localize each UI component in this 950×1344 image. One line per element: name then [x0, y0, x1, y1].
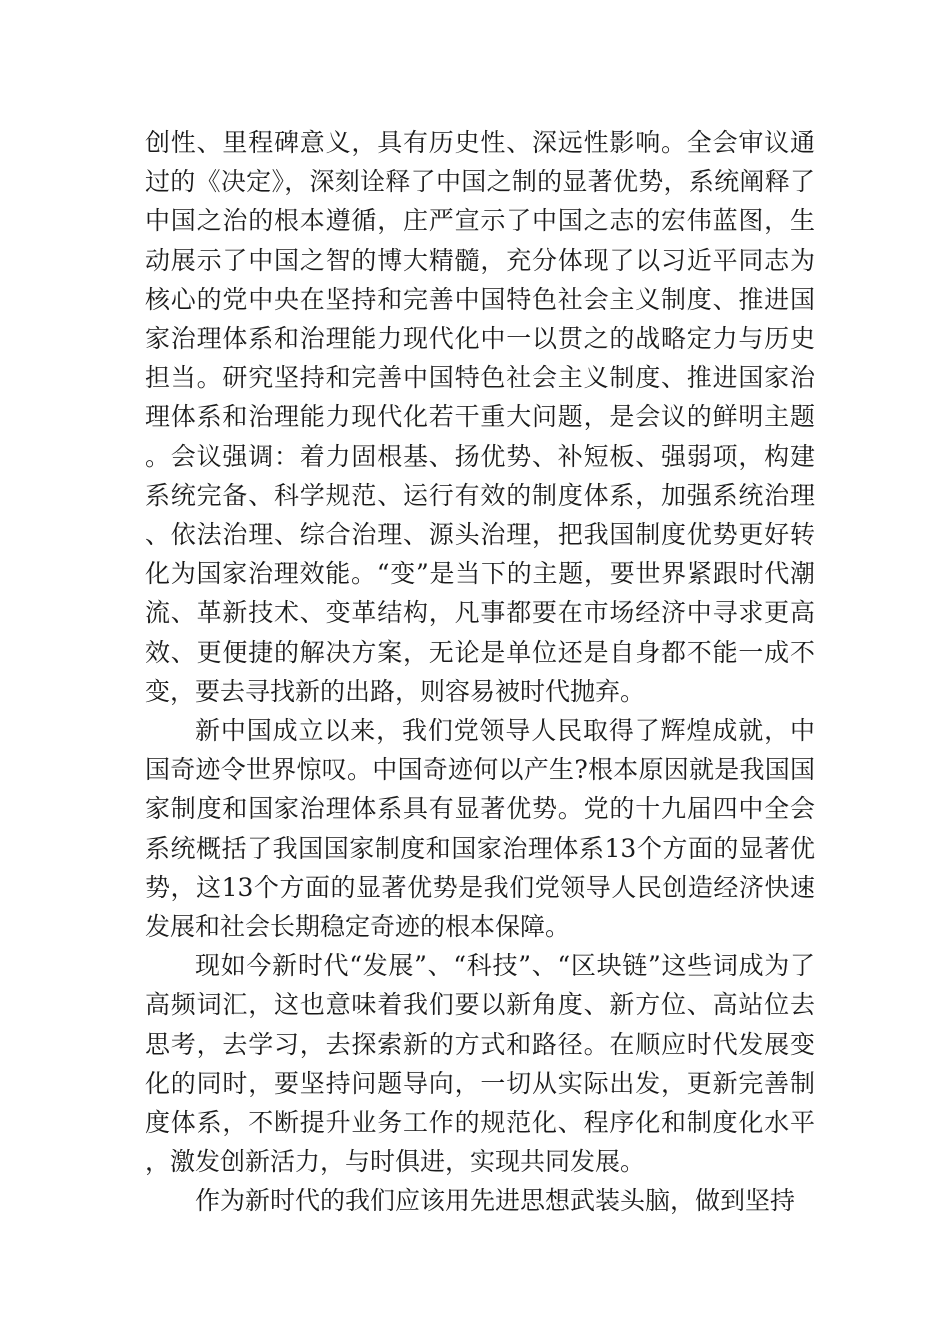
paragraph: 创性、里程碑意义，具有历史性、深远性影响。全会审议通过的《决定》，深刻诠释了中国之制的显著优势，系统阐释了中国之治的根本遵循，庄严宣示了中国之志的宏伟蓝图，生动展示了中国之智的博大精髓，充分体现了以习近平同志为核心的党中央在坚持和完善中国特色社会主义制度、推进国家治理体系和治理能力现代化中一以贯之的战略定力与历史担当。研究坚持和完善中国特色社会主义制度、推进国家治理体系和治理能力现代化若干重大问题，是会议的鲜明主题。会议强调：着力固根基、扬优势、补短板、强弱项，构建系统完备、科学规范、运行有效的制度体系，加强系统治理、依法治理、综合治理、源头治理，把我国制度优势更好转化为国家治理效能。“变”是当下的主题，要世界紧跟时代潮流、革新技术、变革结构，凡事都要在市场经济中寻求更高效、更便捷的解决方案，无论是单位还是自身都不能一成不变，要去寻找新的出路，则容易被时代抛弃。 — [145, 128, 815, 706]
paragraph: 作为新时代的我们应该用先进思想武装头脑，做到坚持 — [195, 1186, 796, 1216]
paragraph: 新中国成立以来，我们党领导人民取得了辉煌成就，中国奇迹令世界惊叹。中国奇迹何以产生?根本原因就是我国国家制度和国家治理体系具有显著优势。党的十九届四中全会系统概括了我国国家制度和国家治理体系13个方面的显著优势，这13个方面的显著优势是我们党领导人民创造经济快速发展和社会长期稳定奇迹的根本保障。 — [145, 716, 815, 942]
paragraph: 现如今新时代“发展”、“科技”、“区块链”这些词成为了高频词汇，这也意味着我们要以新角度、新方位、高站位去思考，去学习，去探索新的方式和路径。在顺应时代发展变化的同时，要坚持问题导向，一切从实际出发，更新完善制度体系，不断提升业务工作的规范化、程序化和制度化水平，激发创新活力，与时俱进，实现共同发展。 — [145, 951, 815, 1177]
document-body — [145, 123, 815, 1221]
